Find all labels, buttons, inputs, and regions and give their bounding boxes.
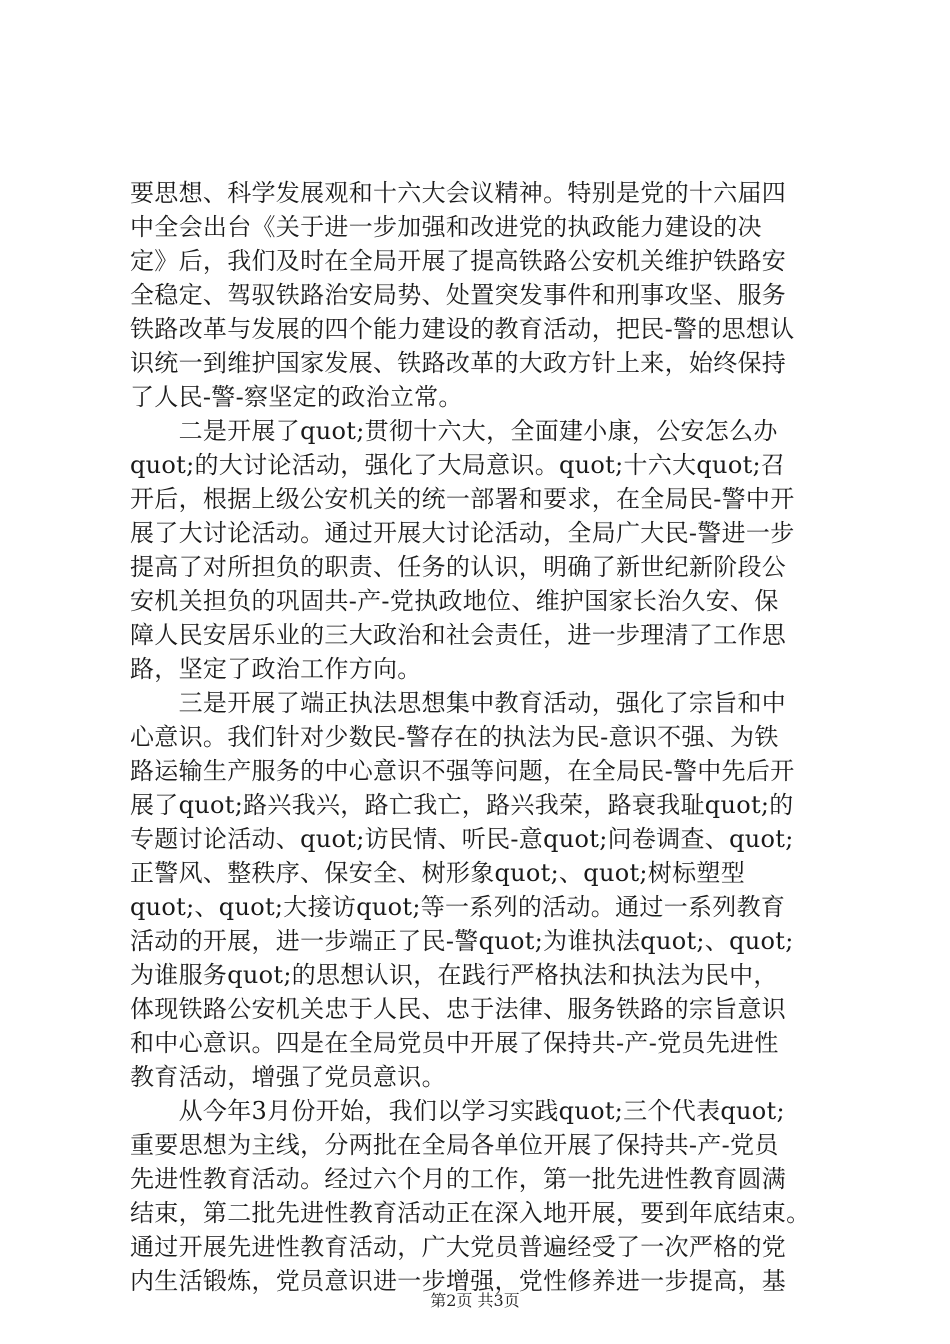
text-line: 专题讨论活动、quot;访民情、听民-意quot;问卷调查、quot; <box>130 825 794 853</box>
text-line: 结束，第二批先进性教育活动正在深入地开展，要到年底结束。 <box>130 1199 811 1227</box>
text-line: 正警风、整秩序、保安全、树形象quot;、quot;树标塑型 <box>130 859 745 887</box>
text-line: 心意识。我们针对少数民-警存在的执法为民-意识不强、为铁 <box>130 723 779 751</box>
text-line: 展了quot;路兴我兴，路亡我亡，路兴我荣，路衰我耻quot;的 <box>130 791 794 819</box>
text-line: 提高了对所担负的职责、任务的认识，明确了新世纪新阶段公 <box>130 553 787 581</box>
page-footer: 第2页 共3页 <box>430 1291 520 1310</box>
text-line: 识统一到维护国家发展、铁路改革的大政方针上来，始终保持 <box>130 349 787 377</box>
text-line: 和中心意识。四是在全局党员中开展了保持共-产-党员先进性 <box>130 1029 779 1057</box>
text-line: 安机关担负的巩固共-产-党执政地位、维护国家长治久安、保 <box>130 587 779 615</box>
text-line: 活动的开展，进一步端正了民-警quot;为谁执法quot;、quot; <box>130 927 794 955</box>
text-line: 教育活动，增强了党员意识。 <box>130 1063 446 1091</box>
text-line: 从今年3月份开始，我们以学习实践quot;三个代表quot; <box>130 1097 785 1125</box>
text-line: 展了大讨论活动。通过开展大讨论活动，全局广大民-警进一步 <box>130 519 795 547</box>
text-line: 二是开展了quot;贯彻十六大，全面建小康，公安怎么办 <box>130 417 778 445</box>
text-line: 为谁服务quot;的思想认识，在践行严格执法和执法为民中， <box>130 961 778 989</box>
text-line: quot;、quot;大接访quot;等一系列的活动。通过一系列教育 <box>130 893 786 921</box>
text-line: 三是开展了端正执法思想集中教育活动，强化了宗旨和中 <box>130 689 787 717</box>
text-line: 铁路改革与发展的四个能力建设的教育活动，把民-警的思想认 <box>130 315 795 343</box>
text-line: 路运输生产服务的中心意识不强等问题，在全局民-警中先后开 <box>130 757 795 785</box>
text-line: 路，坚定了政治工作方向。 <box>130 655 422 683</box>
text-line: 通过开展先进性教育活动，广大党员普遍经受了一次严格的党 <box>130 1233 787 1261</box>
text-line: 中全会出台《关于进一步加强和改进党的执政能力建设的决 <box>130 213 762 241</box>
text-line: 重要思想为主线，分两批在全局各单位开展了保持共-产-党员 <box>130 1131 779 1159</box>
text-line: 了人民-警-察坚定的政治立常。 <box>130 383 463 411</box>
text-line: 要思想、科学发展观和十六大会议精神。特别是党的十六届四 <box>130 179 787 207</box>
text-line: 体现铁路公安机关忠于人民、忠于法律、服务铁路的宗旨意识 <box>130 995 787 1023</box>
text-line: 障人民安居乐业的三大政治和社会责任，进一步理清了工作思 <box>130 621 787 649</box>
text-line: quot;的大讨论活动，强化了大局意识。quot;十六大quot;召 <box>130 451 786 479</box>
text-line: 定》后，我们及时在全局开展了提高铁路公安机关维护铁路安 <box>130 247 787 275</box>
text-line: 先进性教育活动。经过六个月的工作，第一批先进性教育圆满 <box>130 1165 787 1193</box>
text-line: 内生活锻炼，党员意识进一步增强，党性修养进一步提高，基 <box>130 1267 787 1295</box>
text-line: 全稳定、驾驭铁路治安局势、处置突发事件和刑事攻坚、服务 <box>130 281 787 309</box>
text-line: 开后，根据上级公安机关的统一部署和要求，在全局民-警中开 <box>130 485 795 513</box>
document-body <box>130 176 830 1298</box>
